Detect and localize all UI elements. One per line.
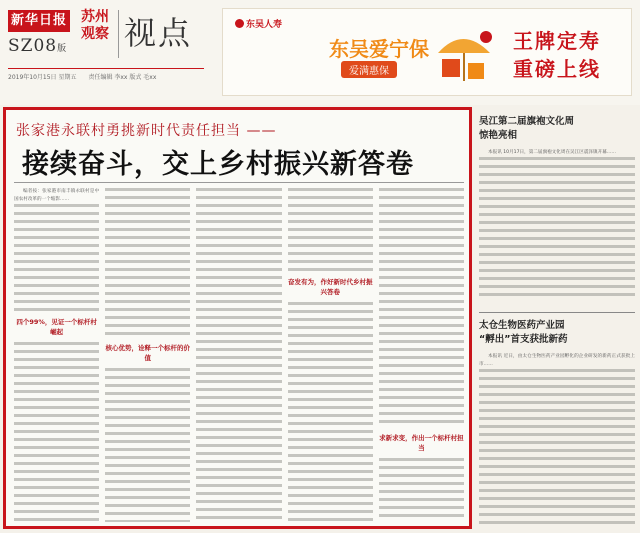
page-number [8,36,67,56]
page-number-value: SZ08 [8,36,58,56]
sidebar-story-2-body [479,353,635,529]
ad-slogan [513,27,601,83]
body-text-block [479,157,635,297]
body-text-block [288,302,373,522]
insurance-ad[interactable] [222,8,632,96]
sidebar-divider [479,312,635,313]
body-text-block [288,188,373,272]
body-text-block [105,188,190,338]
story-2-title-line-1: 太仓生物医药产业园 [479,320,565,331]
body-text-block [479,369,635,529]
brand-logo-icon [235,19,244,28]
page-suffix: 版 [57,44,68,54]
ad-product-name: 东吴爱宁保 [329,37,429,61]
article-headline: 接续奋斗，交上乡村振兴新答卷 [22,149,414,180]
article-subhead-4: 求新求变，作出一个标杆村担当 [379,434,464,452]
article-subhead-3: 奋发有为，作好新时代乡村振兴答卷 [287,278,373,296]
article-column-5 [379,188,464,522]
gift-umbrella-icon [428,23,498,89]
ad-slogan-line-2: 重磅上线 [513,57,601,81]
sidebar-news [474,107,640,533]
ad-slogan-line-1: 王牌定寿 [513,29,601,53]
article-subhead-1: 四个99%，见证一个标杆村崛起 [16,318,97,336]
sidebar-story-1-body [479,149,635,307]
region-line-2: 观察 [81,26,109,42]
dateline: 2019年10月15日 星期五 责任编辑 李xx 版式 毛xx [8,74,157,81]
story-1-title-line-2: 惊艳亮相 [479,130,518,141]
story-1-lead: 本报讯 10月17日，第二届旗袍文化周在吴江区震泽镇开幕…… [488,150,616,155]
story-1-title-line-1: 吴江第二届旗袍文化周 [479,116,575,127]
masthead-divider [118,10,119,58]
body-text-block [379,188,464,428]
article-column-3 [196,188,281,522]
article-body [14,188,464,522]
masthead [0,0,640,105]
sidebar-story-1-title[interactable] [479,115,574,143]
ad-brand [235,17,282,30]
body-text-block [14,342,99,522]
headline-rule [14,182,464,183]
body-text-block [379,458,464,522]
article-column-2 [105,188,190,522]
sidebar-story-2-title[interactable] [479,319,568,347]
story-2-lead: 本报讯 近日，由太仓生物医药产业园孵化的企业研发的新药正式获批上市…… [479,354,635,367]
article-lead: 编者按：张家港市南丰镇永联村是中国农村改革的一个缩影…… [14,189,100,202]
ad-brand-label: 东吴人寿 [246,20,283,30]
story-2-title-line-2: “孵出”首支获批新药 [479,334,568,345]
newspaper-logo: 新华日报 [8,10,70,32]
region-line-1: 苏州 [81,9,109,25]
section-title: 视点 [124,14,193,52]
ad-product-badge: 爱满惠保 [341,61,397,78]
article-subhead-2: 核心优势，诠释一个标杆的价值 [105,344,191,362]
body-text-block [196,188,281,522]
masthead-rule [8,68,204,69]
article-kicker: 张家港永联村勇挑新时代责任担当 —— [16,123,277,139]
body-text-block [105,368,190,522]
article-column-1 [14,188,99,522]
article-column-4 [288,188,373,522]
body-text-block [14,204,99,312]
main-article[interactable] [3,107,472,529]
region-label [75,9,115,43]
